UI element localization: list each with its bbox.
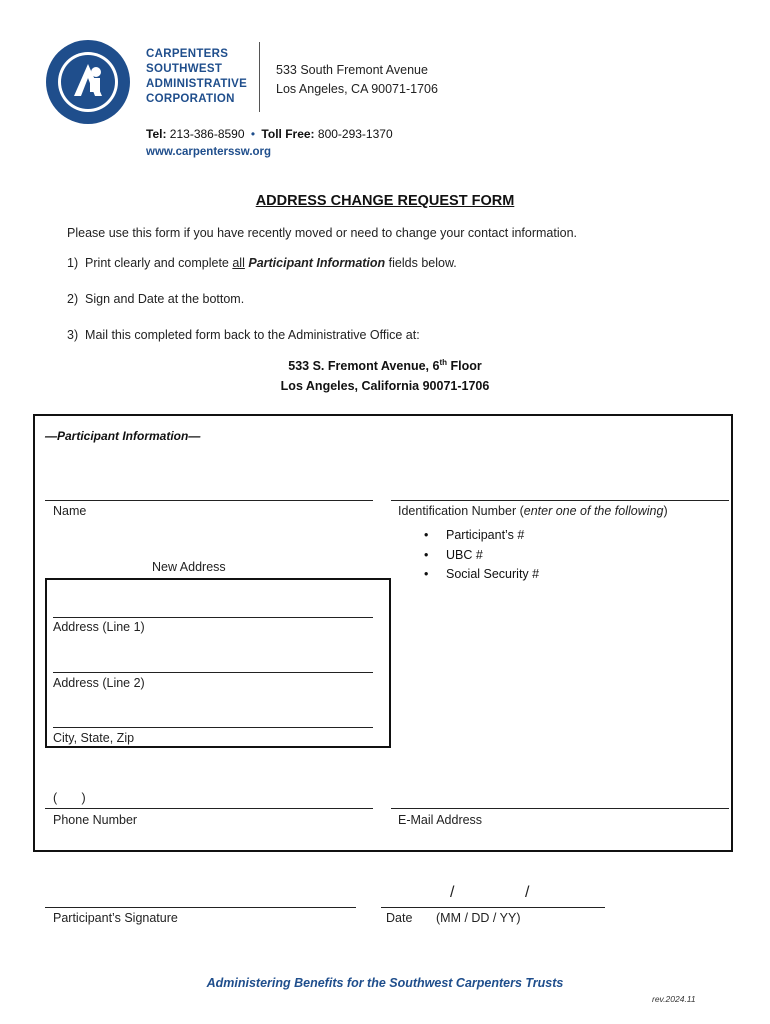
id-label-post: ) bbox=[663, 504, 668, 518]
phone-label: Phone Number bbox=[53, 813, 138, 827]
logo-seal-icon bbox=[44, 38, 132, 126]
step-1-bold: Participant Information bbox=[248, 256, 386, 270]
tel-label: Tel: bbox=[146, 127, 167, 141]
phone-field[interactable] bbox=[45, 808, 373, 809]
step-1-all: all bbox=[232, 256, 245, 270]
step-1 bbox=[67, 256, 457, 270]
contact-separator: • bbox=[250, 127, 256, 141]
mailing-address-floor: Floor bbox=[447, 359, 482, 374]
intro-text: Please use this form if you have recently moved or need to change your contact information. bbox=[67, 226, 577, 240]
org-name bbox=[146, 47, 247, 107]
mailing-address-sup: th bbox=[439, 358, 448, 367]
contact-line bbox=[146, 127, 393, 141]
date-format: (MM / DD / YY) bbox=[436, 911, 521, 925]
org-address-line2: Los Angeles, CA 90071-1706 bbox=[276, 82, 438, 96]
id-number-field[interactable] bbox=[391, 500, 729, 501]
logo bbox=[44, 38, 132, 126]
step-2: 2) Sign and Date at the bottom. bbox=[67, 292, 245, 306]
date-slash: / bbox=[525, 884, 530, 901]
address-line2-label: Address (Line 2) bbox=[53, 676, 145, 690]
form-title: ADDRESS CHANGE REQUEST FORM bbox=[255, 193, 515, 209]
name-label: Name bbox=[53, 504, 87, 518]
header-divider bbox=[259, 42, 260, 112]
org-address bbox=[276, 61, 438, 99]
new-address-label: New Address bbox=[152, 560, 226, 574]
revision-label: rev.2024.11 bbox=[652, 994, 696, 1004]
tollfree-label: Toll Free: bbox=[261, 127, 315, 141]
email-field[interactable] bbox=[391, 808, 729, 809]
step-3: 3) Mail this completed form back to the Administrative Office at: bbox=[67, 328, 420, 342]
mailing-address-line2: Los Angeles, California 90071-1706 bbox=[280, 379, 490, 393]
tollfree-number: 800-293-1370 bbox=[317, 127, 393, 141]
org-name-line: ADMINISTRATIVE bbox=[146, 78, 248, 90]
signature-field[interactable] bbox=[45, 907, 356, 908]
org-name-line: CARPENTERS bbox=[146, 48, 229, 60]
step-1-prefix: 1) Print clearly and complete bbox=[67, 256, 233, 270]
id-options-list bbox=[418, 526, 539, 585]
org-address-line1: 533 South Fremont Avenue bbox=[276, 63, 428, 77]
mailing-address-street: 533 S. Fremont Avenue, 6 bbox=[288, 359, 440, 374]
date-slash: / bbox=[450, 884, 455, 901]
id-label-pre: Identification Number ( bbox=[398, 504, 524, 518]
date-field[interactable] bbox=[381, 907, 605, 908]
id-option: • UBC # bbox=[418, 546, 539, 566]
participant-section-label: —Participant Information— bbox=[45, 429, 201, 443]
new-address-box bbox=[45, 578, 391, 748]
address-line1-field[interactable] bbox=[53, 617, 373, 618]
address-line1-label: Address (Line 1) bbox=[53, 620, 145, 634]
phone-area-code: ( ) bbox=[53, 791, 86, 805]
name-field[interactable] bbox=[45, 500, 373, 501]
mailing-address-line1 bbox=[0, 358, 770, 373]
date-label: Date bbox=[386, 911, 413, 925]
id-option: • Participant’s # bbox=[418, 526, 539, 546]
org-name-line: CORPORATION bbox=[146, 93, 235, 105]
email-label: E-Mail Address bbox=[398, 813, 483, 827]
address-line2-field[interactable] bbox=[53, 672, 373, 673]
website-link[interactable]: www.carpenterssw.org bbox=[146, 146, 272, 158]
footer-tagline: Administering Benefits for the Southwest Carpenters Trusts bbox=[206, 976, 564, 990]
tel-number: 213-386-8590 bbox=[169, 127, 245, 141]
id-number-label bbox=[398, 504, 668, 518]
signature-label: Participant’s Signature bbox=[53, 911, 178, 925]
org-name-line: SOUTHWEST bbox=[146, 63, 223, 75]
city-state-zip-label: City, State, Zip bbox=[53, 731, 135, 745]
step-1-suffix: fields below. bbox=[385, 256, 457, 270]
id-option: • Social Security # bbox=[418, 565, 539, 585]
id-label-italic: enter one of the following bbox=[523, 504, 664, 518]
city-state-zip-field[interactable] bbox=[53, 727, 373, 728]
